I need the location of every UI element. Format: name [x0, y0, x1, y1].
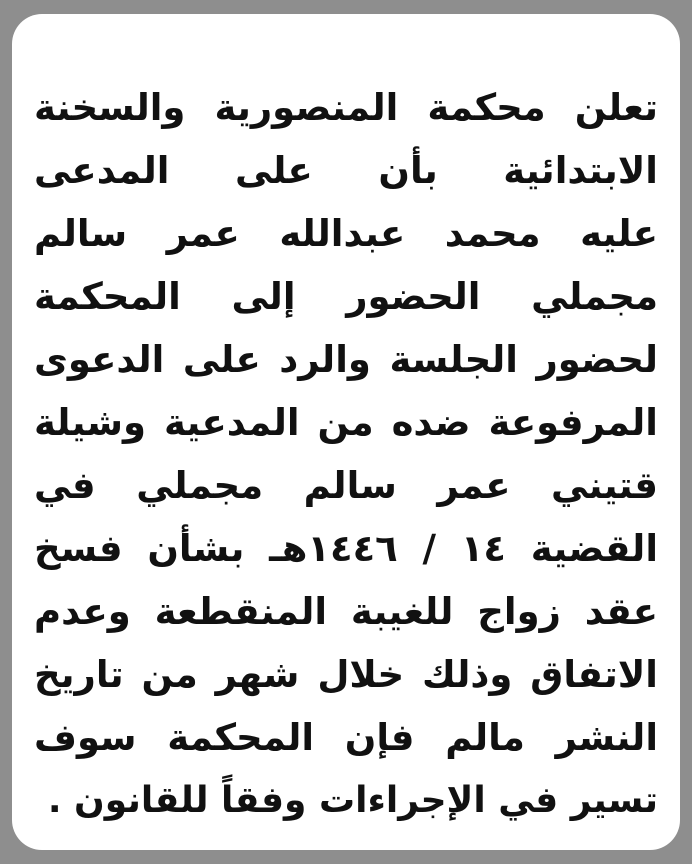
- notice-line: القضية ١٤ / ١٤٤٦هـ بشأن فسخ: [34, 527, 658, 570]
- notice-line: النشر مالم فإن المحكمة سوف: [34, 716, 658, 759]
- notice-line: قتيني عمر سالم مجملي في: [34, 464, 658, 507]
- notice-line: عليه محمد عبدالله عمر سالم: [34, 212, 658, 255]
- notice-line: المرفوعة ضده من المدعية وشيلة: [34, 401, 658, 444]
- notice-text: [34, 76, 658, 832]
- notice-line: تعلن محكمة المنصورية والسخنة: [34, 86, 658, 129]
- notice-line: تسير في الإجراءات وفقاً للقانون .: [47, 780, 658, 821]
- notice-line: مجملي الحضور إلى المحكمة: [34, 275, 658, 318]
- notice-line: لحضور الجلسة والرد على الدعوى: [34, 338, 658, 381]
- notice-line: عقد زواج للغيبة المنقطعة وعدم: [34, 590, 658, 633]
- notice-line: الابتدائية بأن على المدعى: [34, 149, 658, 192]
- notice-line: الاتفاق وذلك خلال شهر من تاريخ: [34, 653, 658, 696]
- notice-card: [12, 14, 680, 850]
